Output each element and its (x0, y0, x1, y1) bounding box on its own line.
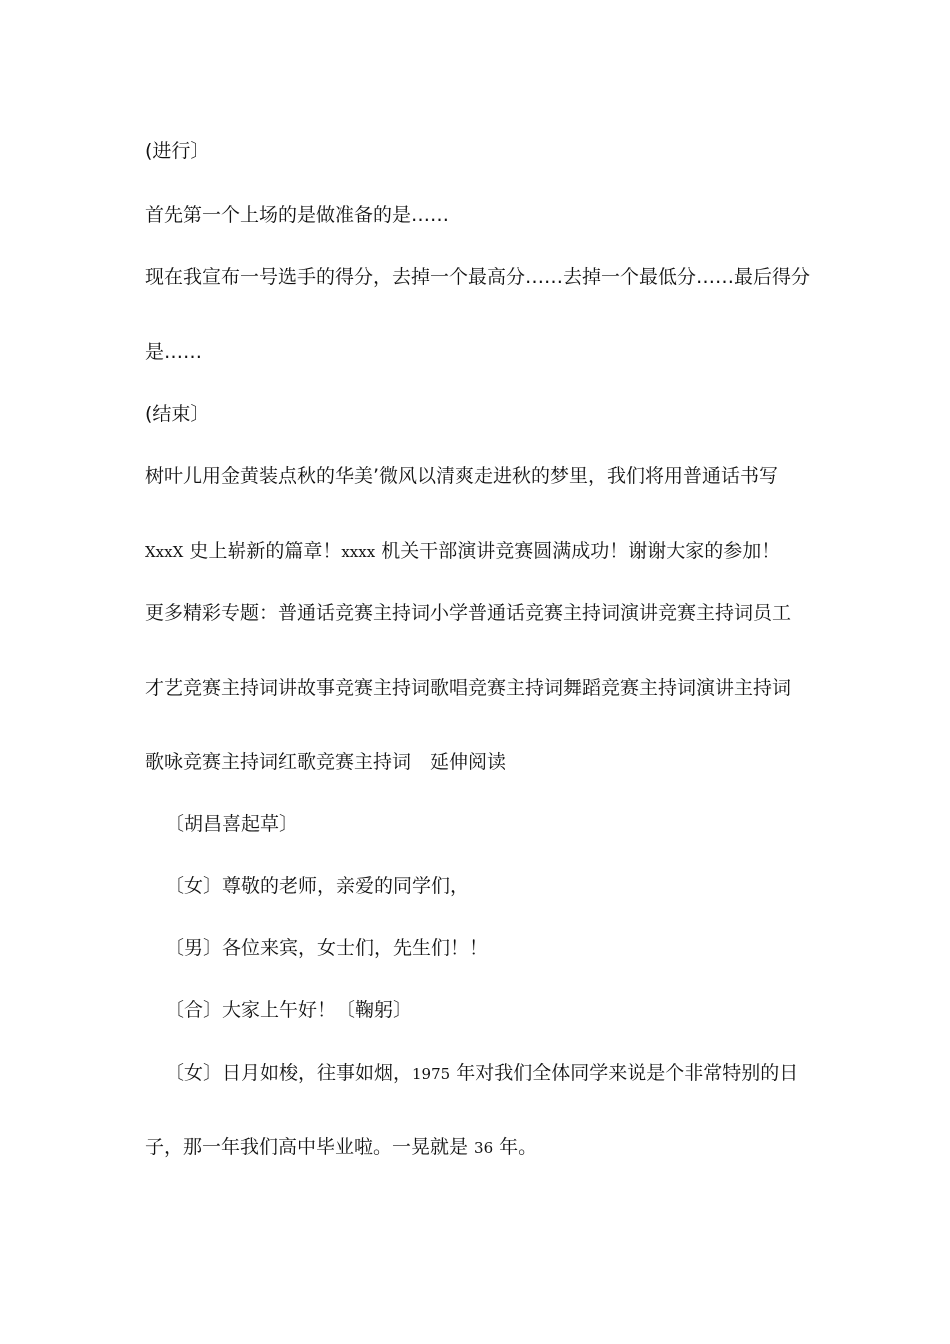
placeholder-text: xxxx (341, 543, 376, 561)
placeholder-text: XxxX (145, 543, 184, 561)
stage-direction-end: (结束〕 (145, 403, 210, 425)
paragraph-line: 首先第一个上场的是做准备的是…… (145, 204, 450, 226)
paragraph-line: 树叶儿用金黄装点秋的华美’微风以清爽走进秋的梦里，我们将用普通话书写 (145, 465, 779, 487)
line-text: 〔女〕日月如梭，往事如烟， (165, 1062, 413, 1084)
related-topics-line: 歌咏竞赛主持词红歌竞赛主持词 延伸阅读 (145, 751, 507, 773)
line-text: 机关干部演讲竞赛圆满成功！谢谢大家的参加！ (375, 540, 781, 562)
paragraph-line: 是…… (145, 341, 203, 363)
related-topics-line: 才艺竞赛主持词讲故事竞赛主持词歌唱竞赛主持词舞蹈竞赛主持词演讲主持词 (145, 677, 792, 699)
year-count-number: 36 (474, 1139, 494, 1157)
script-line-male: 〔男〕各位来宾，女士们，先生们！！ (165, 937, 489, 959)
author-note: 〔胡昌喜起草〕 (165, 813, 299, 835)
line-text: 年。 (493, 1136, 538, 1158)
line-text: 年对我们全体同学来说是个非常特别的日 (450, 1062, 799, 1084)
year-number: 1975 (412, 1065, 451, 1083)
paragraph-line (145, 539, 780, 564)
paragraph-line (145, 1135, 537, 1160)
script-line-together: 〔合〕大家上午好！〔鞠躬〕 (165, 999, 413, 1021)
script-line-female (165, 1061, 798, 1086)
line-text: 史上崭新的篇章！ (183, 540, 342, 562)
stage-direction-start: (进行〕 (145, 140, 210, 162)
line-text: 子，那一年我们高中毕业啦。一晃就是 (145, 1136, 475, 1158)
script-line-female: 〔女〕尊敬的老师，亲爱的同学们， (165, 875, 470, 897)
paragraph-line: 现在我宣布一号选手的得分，去掉一个最高分……去掉一个最低分……最后得分 (145, 266, 811, 288)
related-topics-line: 更多精彩专题：普通话竞赛主持词小学普通话竞赛主持词演讲竞赛主持词员工 (145, 602, 792, 624)
